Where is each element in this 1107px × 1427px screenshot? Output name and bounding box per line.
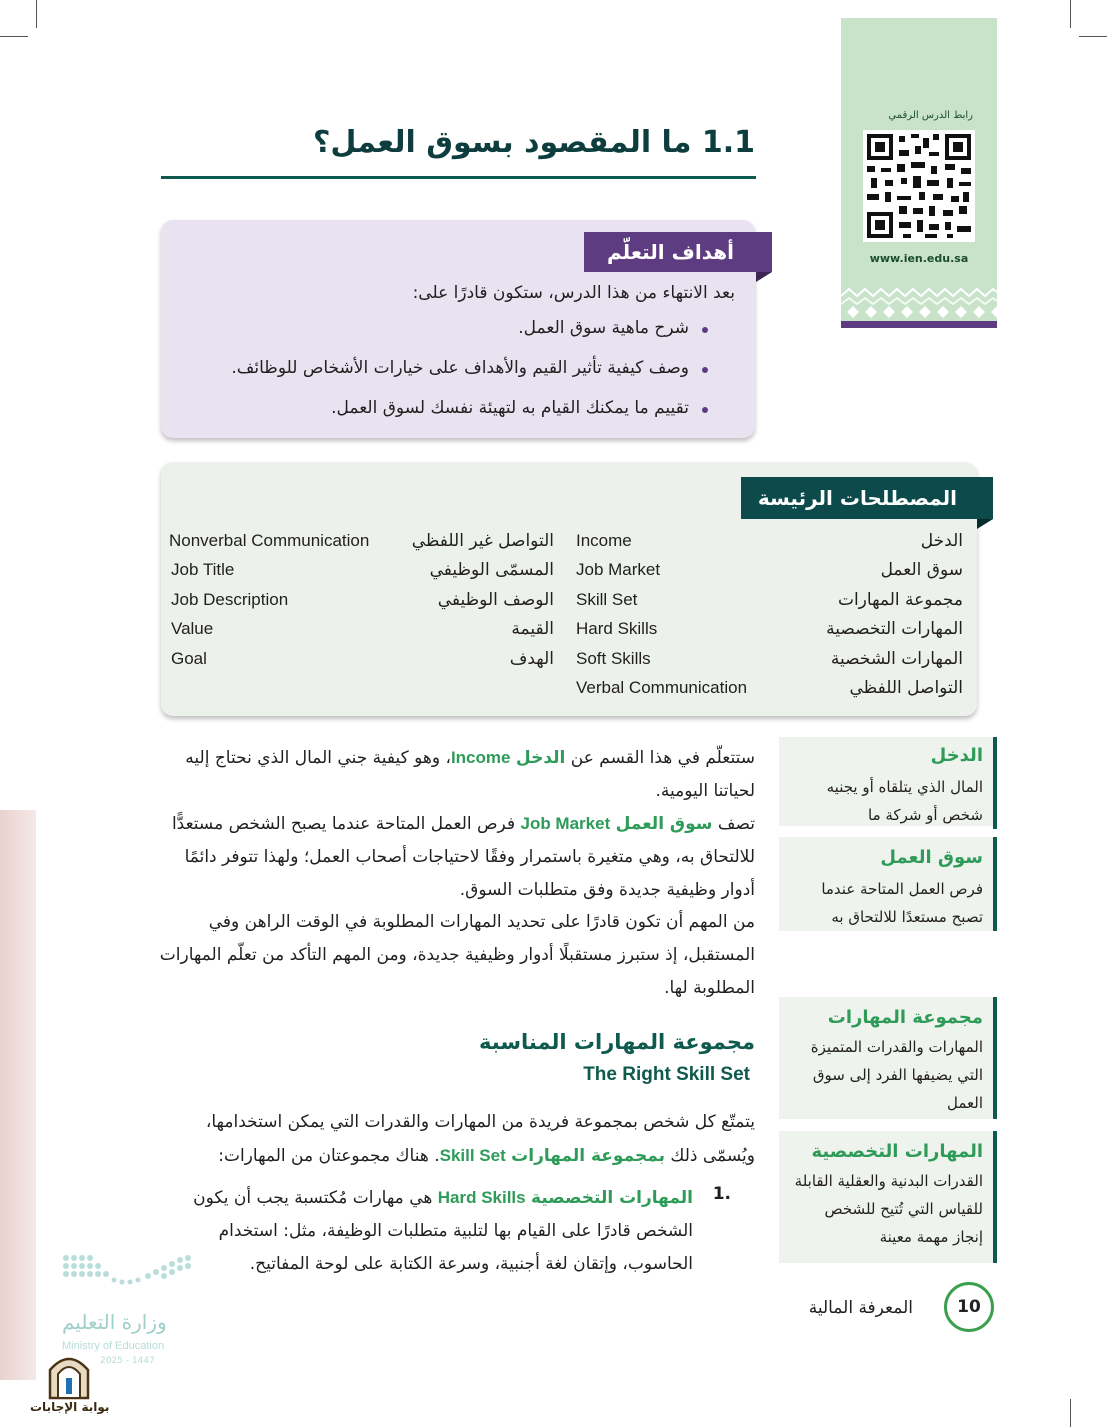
section-heading-en: The Right Skill Set: [583, 1064, 750, 1085]
section-heading-ar: مجموعة المهارات المناسبة: [479, 1030, 755, 1054]
sidebar-definition: [779, 737, 997, 829]
paragraph-skill-set: يتمتّع كل شخص بمجموعة فريدة من المهارات والقدرات التي يمكن استخدامها، ويُسمّى ذلك بمجموعة المهارات Skill Set. هناك مجموعتان من المهارات:: [205, 1112, 755, 1166]
term-ar: القيمة: [511, 619, 554, 639]
sidebar-text: المهارات والقدرات المتميزة التي يضيفها الفرد إلى سوق العمل: [810, 1038, 983, 1112]
sidebar-text: المال الذي يتلقاه أو يجنيه شخص أو شركة ما: [826, 778, 983, 824]
page-number: 10: [944, 1282, 994, 1332]
term-en: Value: [171, 619, 214, 638]
term-en: Job Title: [171, 560, 235, 579]
crop-mark: [0, 36, 28, 37]
paragraph-income: ستتعلّم في هذا القسم عن الدخل Income، وهو كيفية جني المال الذي نحتاج إليه لحياتنا اليومية.: [185, 748, 755, 801]
term-ar: المسمّى الوظيفي: [429, 560, 554, 580]
term-ar: سوق العمل: [880, 560, 963, 580]
ministry-name-ar: وزارة التعليم: [62, 1310, 167, 1334]
term-en: Skill Set: [576, 590, 638, 609]
term-en: Nonverbal Communication: [169, 531, 370, 550]
crop-mark: [1079, 36, 1107, 37]
term-ar: الوصف الوظيفي: [437, 590, 554, 610]
objective-item: وصف كيفية تأثير القيم والأهداف على خيارات الأشخاص للوظائف.: [231, 358, 689, 378]
background-photo: [0, 810, 36, 1380]
term-highlight: Skill Set: [439, 1146, 506, 1165]
qr-url[interactable]: www.ien.edu.sa: [869, 252, 969, 265]
qr-panel: [841, 18, 997, 328]
lesson-title: 1.1 ما المقصود بسوق العمل؟: [313, 125, 755, 160]
sidebar-definition: [779, 997, 997, 1119]
term-en: Job Market: [576, 560, 661, 579]
term-highlight: المهارات التخصصية: [531, 1188, 693, 1208]
sidebar-text: القدرات البدنية والعقلية القابلة للقياس التي تُتيح للشخص إنجاز مهمة معينة: [794, 1172, 983, 1246]
paragraph-skills: من المهم أن تكون قادرًا على تحديد المهارات المطلوبة في الوقت الراهن وفي المستقبل، إذ ستبرز مستقبلًا أدوار وظيفية جديدة، ومن المهم التأكد من تعلّم المهارات المطلوبة لها.: [159, 912, 755, 998]
term-highlight: الدخل: [515, 748, 566, 768]
book-name: المعرفة المالية: [808, 1298, 913, 1318]
objectives-intro: بعد الانتهاء من هذا الدرس، ستكون قادرًا على:: [412, 283, 735, 303]
sidebar-term: مجموعة المهارات: [827, 1007, 983, 1028]
term-en: Goal: [171, 649, 207, 668]
term-highlight: Income: [450, 748, 511, 767]
term-highlight: Hard Skills: [437, 1188, 526, 1207]
key-terms-heading: المصطلحات الرئيسة: [741, 477, 993, 519]
term-en: Verbal Communication: [576, 678, 748, 697]
term-en: Hard Skills: [576, 619, 658, 638]
sidebar-term: الدخل: [930, 745, 983, 766]
title-underline: [161, 176, 756, 179]
term-ar: التواصل اللفظي: [849, 678, 963, 698]
portal-logo-icon: [46, 1348, 92, 1400]
edition-year: 2025 - 1447: [100, 1356, 155, 1366]
bullet-icon: [702, 367, 708, 373]
ministry-name-en: Ministry of Education: [62, 1340, 165, 1352]
portal-name: بوابة الإجابات: [30, 1400, 110, 1414]
sidebar-definition: [779, 1131, 997, 1263]
term-en: Soft Skills: [576, 649, 651, 668]
term-ar: المهارات الشخصية: [830, 649, 963, 669]
term-ar: الهدف: [509, 649, 554, 669]
list-number: 1.: [712, 1184, 731, 1204]
crop-mark: [36, 0, 37, 28]
bullet-icon: [702, 407, 708, 413]
crop-mark: [1070, 0, 1071, 28]
objective-item: تقييم ما يمكنك القيام به لتهيئة نفسك لسوق العمل.: [331, 398, 689, 418]
sidebar-term: المهارات التخصصية: [811, 1141, 983, 1162]
term-ar: المهارات التخصصية: [826, 619, 963, 639]
decorative-pattern: [841, 286, 997, 328]
term-en: Income: [576, 531, 632, 550]
bullet-icon: [702, 327, 708, 333]
sidebar-term: سوق العمل: [880, 847, 983, 868]
crop-mark: [1070, 1399, 1071, 1427]
ministry-logo-icon: [62, 1252, 198, 1298]
objectives-heading: أهداف التعلّم: [584, 232, 772, 272]
paragraph-job-market: تصف سوق العمل Job Market فرص العمل المتاحة عندما يصبح الشخص مستعدًّا للالتحاق به، وهي متغيرة باستمرار وفقًا لاحتياجات أصحاب العمل؛ ولهذا تتوفر دائمًا أدوار وظيفية جديدة وفق متطلبات السوق.: [171, 814, 755, 900]
ribbon-fold: [756, 272, 772, 282]
sidebar-definition: [779, 837, 997, 931]
objective-item: شرح ماهية سوق العمل.: [518, 318, 689, 338]
ribbon-fold: [977, 519, 993, 529]
term-ar: الدخل: [920, 531, 963, 551]
term-highlight: سوق العمل: [615, 814, 713, 834]
term-highlight: بمجموعة المهارات: [511, 1146, 665, 1166]
qr-code[interactable]: [863, 130, 975, 242]
term-ar: التواصل غير اللفظي: [411, 531, 554, 551]
qr-label: رابط الدرس الرقمي: [888, 110, 973, 121]
term-en: Job Description: [171, 590, 289, 609]
list-item-hard-skills: المهارات التخصصية Hard Skills هي مهارات مُكتسبة يجب أن يكون الشخص قادرًا على القيام بها لتلبية متطلبات الوظيفة، مثل: استخدام الحاسوب، وإتقان لغة أجنبية، وسرعة الكتابة على لوحة المفاتيح.: [193, 1188, 693, 1274]
term-highlight: Job Market: [520, 814, 611, 833]
term-ar: مجموعة المهارات: [837, 590, 963, 610]
sidebar-text: فرص العمل المتاحة عندما تصبح مستعدًا للالتحاق به: [821, 880, 983, 926]
